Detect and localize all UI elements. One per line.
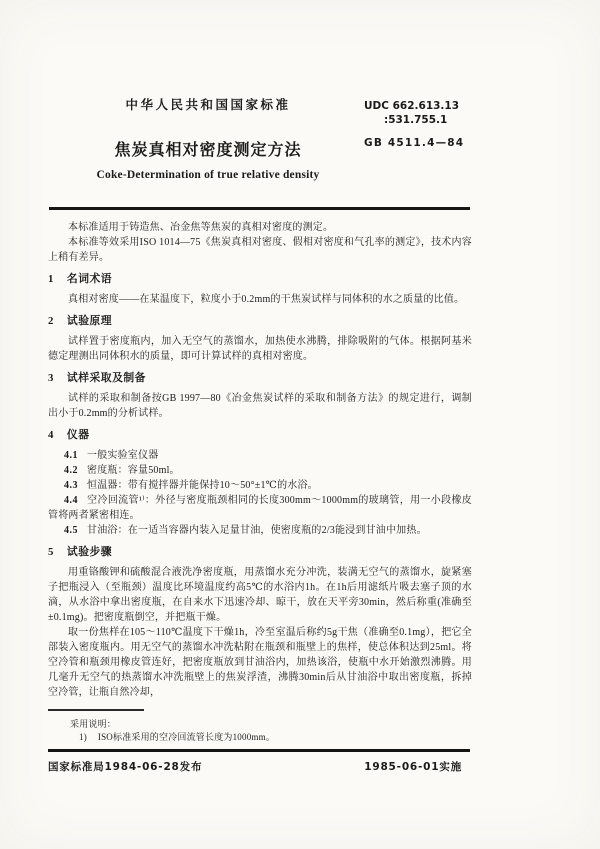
section-paragraph: 试样置于密度瓶内，加入无空气的蒸馏水，加热使水沸腾，排除吸附的气体。根据阿基米德定理测出同体积水的质量，即可计算试样的真相对密度。 [48, 336, 472, 362]
issue-date: 国家标准局1984-06-28发布 [48, 761, 203, 773]
section-title: 试样采取及制备 [66, 372, 146, 384]
clause-item-4-3 [48, 478, 472, 493]
clause-item-4-5 [48, 523, 472, 538]
section-title: 试验步骤 [66, 546, 113, 558]
section-title: 试验原理 [66, 315, 113, 327]
udc-number-continued: :531.755.1 [384, 114, 448, 126]
footnote-item-number: 1) [79, 732, 87, 742]
clause-text: 空冷回流管¹⁾：外径与密度瓶颈相同的长度300mm～1000mm的玻璃管，用一小段橡皮管将两者紧密相连。 [48, 495, 472, 521]
clause-number: 4.1 [64, 450, 78, 461]
document-footer [48, 749, 470, 774]
footnote-label: 采用说明： [70, 718, 117, 729]
clause-text: 一般实验室仪器 [87, 450, 159, 461]
footer-dates-row [48, 759, 462, 774]
section-heading-1 [48, 272, 472, 287]
document-title-zh: 焦炭真相对密度测定方法 [114, 142, 302, 159]
footnote-item [79, 731, 472, 745]
document-header [48, 95, 472, 181]
section-heading-4 [48, 428, 472, 443]
section-title: 名词术语 [66, 273, 113, 285]
section-paragraph: 取一份焦样在105～110℃温度下干燥1h，冷至室温后称约5g干焦（准确至0.1mg），把它全部装入密度瓶内。用无空气的蒸馏水冲洗粘附在瓶颈和瓶壁上的焦样，使总体积达到25ml。将空冷管和瓶颈用橡皮管连好，把密度瓶放到甘油浴内，加热该浴，使瓶中水开始激烈沸腾。用几毫升无空气的热蒸馏水冲洗瓶壁上的焦炭浮渣，沸腾30min后从甘油浴中取出密度瓶，拆掉空冷管，让瓶自然冷却， [48, 627, 472, 698]
clause-number: 4.2 [64, 465, 78, 476]
clause-text: 恒温器：带有搅拌器并能保持10～50°±1℃的水浴。 [87, 480, 318, 491]
clause-number: 4.5 [64, 525, 78, 536]
intro-paragraph: 本标准适用于铸造焦、冶金焦等焦炭的真相对密度的测定。 [68, 222, 334, 233]
clause-item-4-4 [48, 493, 472, 523]
section-number: 5 [48, 546, 54, 558]
section-paragraph: 真相对密度——在某温度下，粒度小于0.2mm的干焦炭试样与同体积的水之质量的比值。 [68, 294, 465, 305]
effective-date: 1985-06-01实施 [364, 761, 462, 773]
section-paragraph: 用重铬酸钾和硫酸混合液洗净密度瓶，用蒸馏水充分冲洗，装满无空气的蒸馏水，旋紧塞子把瓶浸入（至瓶颈）温度比环境温度约高5℃的水浴内1h。在1h后用滤纸片吸去塞子顶的水滴，从水浴中拿出密度瓶，在自来水下迅速冷却、晾干，放在天平旁30min，然后称重(准确至±0.1mg)。把密度瓶倒空，并把瓶干燥。 [48, 567, 472, 623]
section-heading-3 [48, 371, 472, 386]
section-title: 仪器 [66, 429, 90, 441]
clause-text: 甘油浴：在一适当容器内装入足量甘油，使密度瓶的2/3能浸到甘油中加热。 [87, 525, 427, 536]
header-title-block [48, 95, 368, 181]
clause-item-4-2 [48, 463, 472, 478]
classification-block [364, 99, 472, 150]
footnote-separator-rule [48, 709, 144, 711]
standard-number: GB 4511.4—84 [364, 137, 465, 149]
section-number: 3 [48, 372, 54, 384]
intro-paragraph: 本标准等效采用ISO 1014—75《焦炭真相对密度、假相对密度和气孔率的测定》，技术内容上稍有差异。 [48, 237, 472, 263]
clause-item-4-1 [48, 448, 472, 463]
clause-text: 密度瓶：容量50ml。 [87, 465, 180, 476]
section-heading-5 [48, 545, 472, 560]
clause-number: 4.4 [64, 495, 78, 506]
udc-number: UDC 662.613.13 [364, 100, 460, 112]
section-number: 2 [48, 315, 54, 327]
footnote-item-text: ISO标准采用的空冷回流管长度为1000mm。 [97, 732, 276, 742]
document-title-en: Coke-Determination of true relative density [96, 169, 320, 181]
footer-divider-rule [48, 749, 470, 752]
header-divider-rule [49, 207, 470, 210]
section-paragraph: 试样的采取和制备按GB 1997—80《冶金焦炭试样的采取和制备方法》的规定进行，调制出小于0.2mm的分析试样。 [48, 393, 472, 419]
section-number: 1 [48, 273, 54, 285]
authority-line: 中华人民共和国国家标准 [125, 98, 291, 112]
document-body [48, 220, 472, 745]
adoption-footnote [48, 709, 472, 745]
section-heading-2 [48, 314, 472, 329]
section-number: 4 [48, 429, 54, 441]
clause-number: 4.3 [64, 480, 78, 491]
